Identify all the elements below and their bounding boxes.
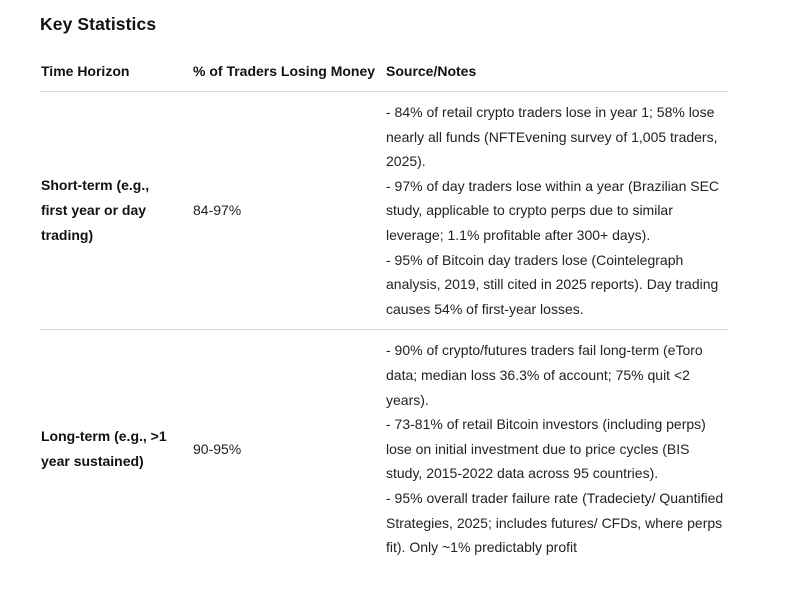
note-item: - 90% of crypto/futures traders fail long-term (eToro data; median loss 36.3% of account; 75% quit <2 years).: [386, 342, 703, 408]
section-title: Key Statistics: [40, 14, 157, 34]
source-notes-cell: [386, 330, 728, 567]
note-item: - 73-81% of retail Bitcoin investors (including perps) lose on initial investment due to price cycles (BIS study, 2015-2022 data across 95 countries).: [386, 416, 706, 482]
note-item: - 95% overall trader failure rate (Tradeciety/ Quantified Strategies, 2025; includes futures/ CFDs, where perps fit). Only ~1% predictably profit: [386, 489, 724, 556]
table-row-long-term: [40, 330, 728, 567]
time-horizon-cell: Long-term (e.g., >1 year sustained): [41, 428, 167, 470]
column-header-source-notes: Source/Notes: [386, 62, 477, 79]
table-header-row: [40, 50, 728, 92]
note-item: - 84% of retail crypto traders lose in year 1; 58% lose nearly all funds (NFTEvening survey of 1,005 traders, 2025).: [386, 104, 718, 170]
table-row-short-term: [40, 92, 728, 330]
column-header-pct-losing: % of Traders Losing Money: [193, 62, 376, 79]
pct-losing-cell: 84-97%: [193, 202, 242, 219]
note-item: - 97% of day traders lose within a year (Brazilian SEC study, applicable to crypto perps due to similar leverage; 1.1% profitable after 300+ days).: [386, 177, 720, 243]
key-statistics-table: [40, 50, 728, 568]
pct-losing-cell: 90-95%: [193, 440, 242, 457]
source-notes-cell: [386, 92, 728, 329]
time-horizon-cell: Short-term (e.g., first year or day trading): [41, 177, 150, 244]
column-header-time-horizon: Time Horizon: [41, 62, 130, 79]
note-item: - 95% of Bitcoin day traders lose (Cointelegraph analysis, 2019, still cited in 2025 reports). Day trading causes 54% of first-year losses.: [386, 251, 719, 317]
